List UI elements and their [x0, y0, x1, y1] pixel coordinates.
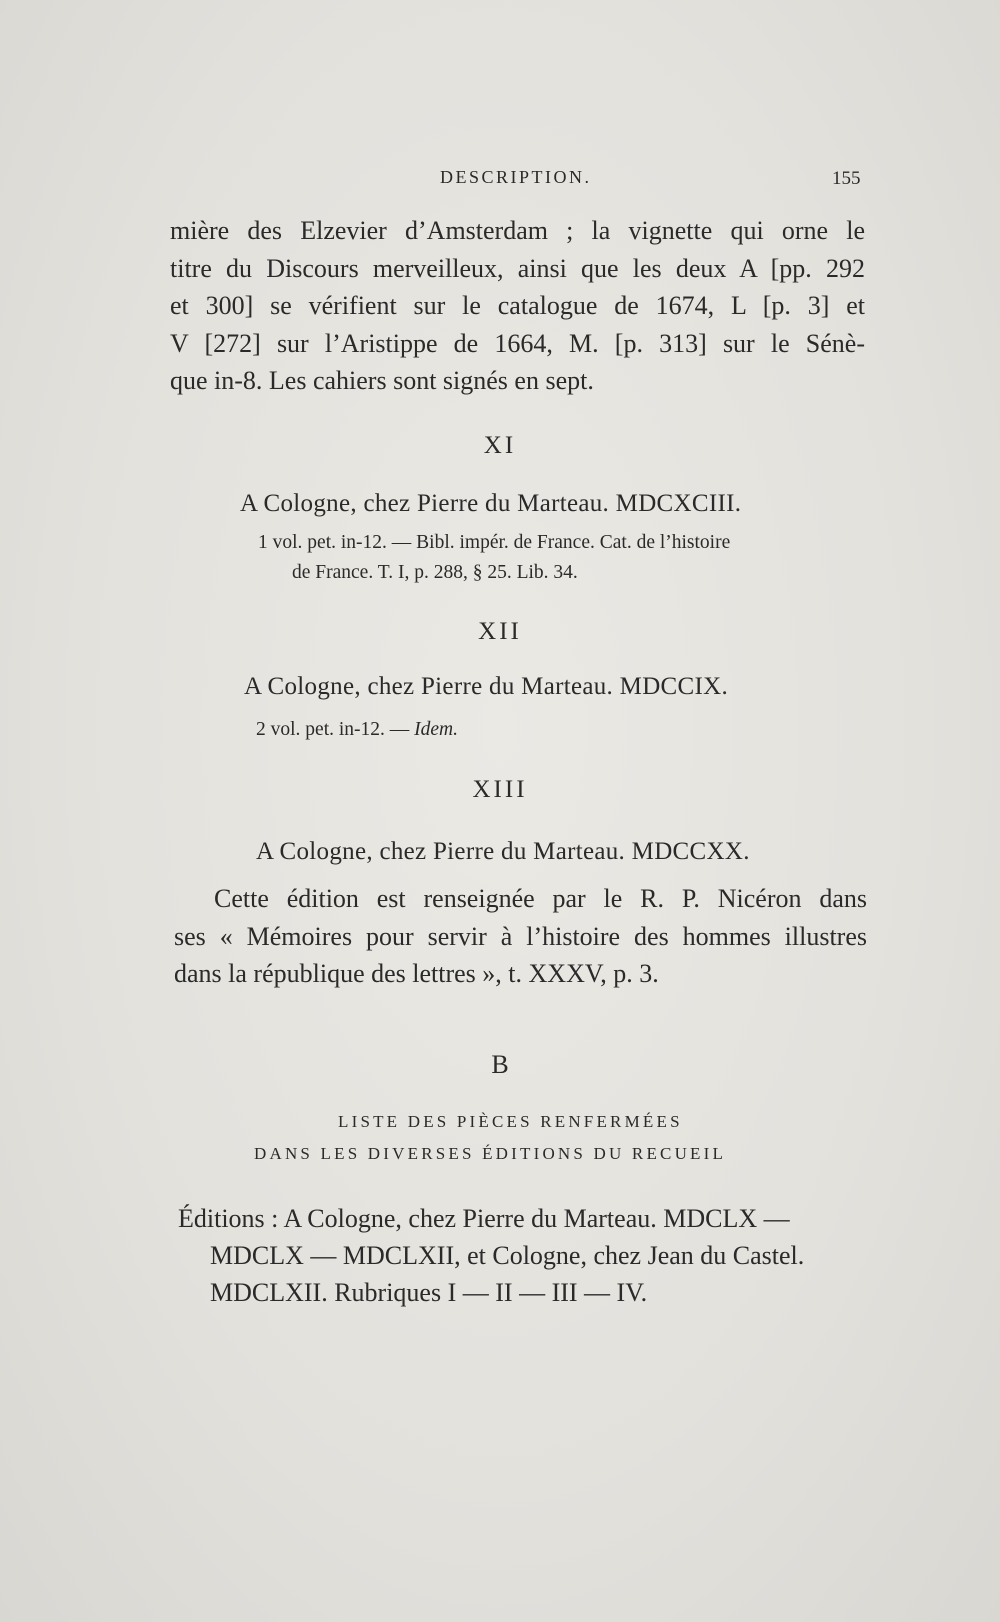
- note-line: de France. T. I, p. 288, § 25. Lib. 34.: [292, 562, 578, 583]
- editions-line: MDCLXII. Rubriques I — II — III — IV.: [210, 1278, 648, 1307]
- paragraph-line: Cette édition est renseignée par le R. P. Nicéron dans: [214, 884, 867, 913]
- section-number-xii: XII: [478, 618, 522, 645]
- paragraph-line: dans la république des lettres », t. XXXV, p. 3.: [174, 959, 659, 988]
- paragraph-line: que in-8. Les cahiers sont signés en sept.: [170, 366, 594, 395]
- note-italic: Idem.: [414, 719, 459, 740]
- paragraph-line: ses « Mémoires pour servir à l’histoire des hommes illustres: [174, 921, 867, 951]
- section-number-xiii: XIII: [472, 776, 528, 803]
- imprint-line-xiii: A Cologne, chez Pierre du Marteau. MDCCXX.: [256, 838, 750, 865]
- paragraph-line: mière des Elzevier d’Amsterdam ; la vignette qui orne le: [170, 216, 865, 245]
- editions-paragraph: [178, 1200, 804, 1311]
- imprint-line-xi: A Cologne, chez Pierre du Marteau. MDCXCIII.: [240, 490, 742, 517]
- note-line: 1 vol. pet. in-12. — Bibl. impér. de France. Cat. de l’histoire: [258, 532, 731, 553]
- part-title-line-2: DANS LES DIVERSES ÉDITIONS DU RECUEIL: [254, 1144, 727, 1163]
- note-xii: [256, 715, 458, 745]
- page-number: 155: [832, 168, 861, 189]
- part-title-line-1: LISTE DES PIÈCES RENFERMÉES: [338, 1112, 683, 1131]
- paragraph-line: V [272] sur l’Aristippe de 1664, M. [p. 313] sur le Sénè-: [170, 328, 865, 358]
- paragraph-line: titre du Discours merveilleux, ainsi que les deux A [pp. 292: [170, 253, 865, 283]
- note-xi: [258, 528, 730, 588]
- paragraph-line: et 300] se vérifient sur le catalogue de 1674, L [p. 3] et: [170, 291, 865, 320]
- imprint-line-xii: A Cologne, chez Pierre du Marteau. MDCCIX.: [244, 673, 729, 700]
- part-letter: B: [491, 1050, 509, 1079]
- running-head: DESCRIPTION.: [440, 167, 592, 187]
- section-number-xi: XI: [483, 432, 517, 459]
- niceron-paragraph: [174, 880, 867, 993]
- intro-paragraph: [170, 212, 865, 400]
- note-prefix: 2 vol. pet. in-12. —: [256, 719, 410, 740]
- editions-line: Éditions : A Cologne, chez Pierre du Marteau. MDCLX —: [178, 1204, 790, 1233]
- editions-line: MDCLX — MDCLXII, et Cologne, chez Jean du Castel.: [210, 1241, 805, 1270]
